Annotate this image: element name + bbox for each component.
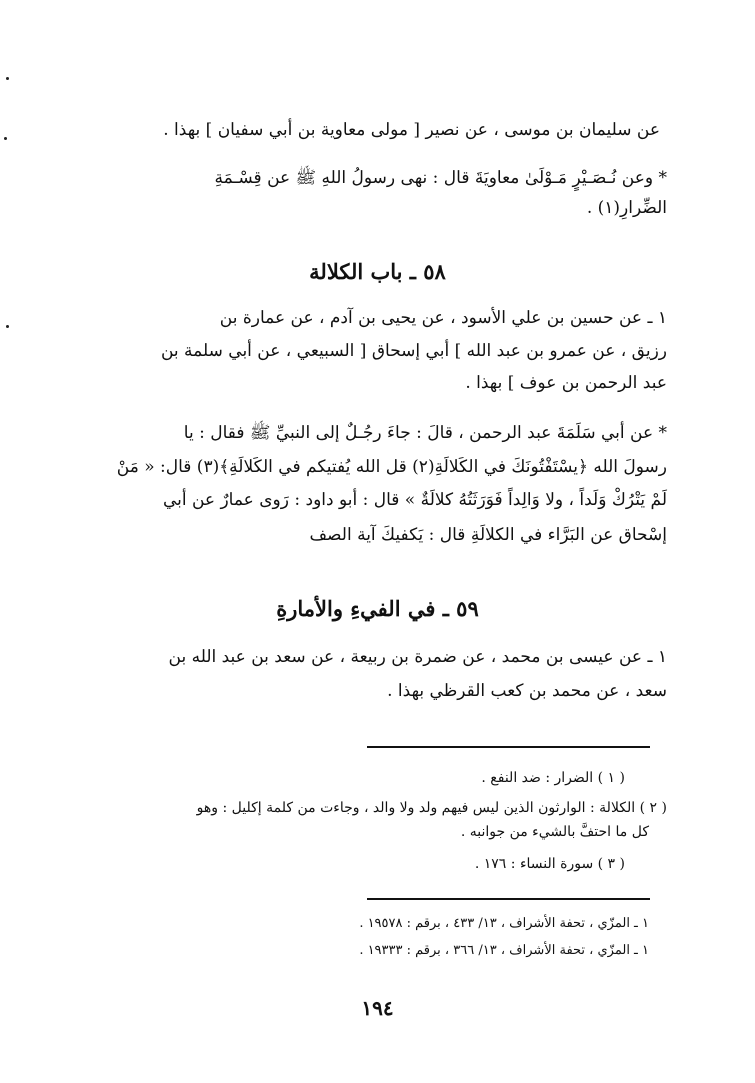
text-line: سعد ، عن محمد بن كعب القرظي بهذا . xyxy=(387,681,667,701)
text-line: الضِّرارِ(١) . xyxy=(586,198,667,218)
scan-speck xyxy=(4,137,7,140)
text-line: * وعن نُـصَـيْرٍ مَـوْلَىٰ معاويَةَ قال : نهى رسولُ اللهِ ﷺ عن قِسْـمَةِ xyxy=(214,168,667,188)
text-line: لَمْ يَتْرُكْ وَلَداً ، ولا وَالِداً فَوَرَثَتُهُ كلالَةٌ » قال : أبو داود : رَوى عمارٌ عن أبي xyxy=(162,490,667,510)
footnote: ( ٣ ) سورة النساء : ١٧٦ . xyxy=(474,856,625,872)
section-heading: ٥٨ ـ باب الكلالة xyxy=(309,259,446,284)
text-line: إسْحاق عن البَرَّاء في الكلالَةِ قال : يَكفيكَ آية الصف xyxy=(309,525,667,545)
page-number: ١٩٤ xyxy=(361,996,394,1020)
text-line: ١ ـ عن حسين بن علي الأسود ، عن يحيى بن آدم ، عن عمارة بن xyxy=(219,308,667,328)
section-heading: ٥٩ ـ في الفيءِ والأمارةِ xyxy=(276,596,479,621)
reference-line: ١ ـ المزّي ، تحفة الأشراف ، ١٣/ ٤٣٣ ، برقم : ١٩٥٧٨ . xyxy=(359,916,649,931)
reference-line: ١ ـ المزّي ، تحفة الأشراف ، ١٣/ ٣٦٦ ، برقم : ١٩٣٣٣ . xyxy=(359,943,649,958)
text-line: عبد الرحمن بن عوف ] بهذا . xyxy=(465,373,667,393)
footnote: كل ما احتفَّ بالشيء من جوانبه . xyxy=(460,824,649,840)
scan-speck xyxy=(6,325,9,328)
footnote-divider xyxy=(367,746,650,748)
text-line: رسولَ الله ﴿يسْتَفْتُونَكَ في الكَلالَةِ(٢) قل الله يُفتيكم في الكَلالَةِ﴾(٣) قال: « مَنْ xyxy=(116,457,667,477)
text-line: * عن أبي سَلَمَةَ عبد الرحمن ، قالَ : جاءَ رجُـلٌ إلى النبيِّ ﷺ فقال : يا xyxy=(183,423,667,443)
footnote: ( ٢ ) الكلالة : الوارثون الذين ليس فيهم ولد ولا والد ، وجاءت من كلمة إكليل : وهو xyxy=(196,800,667,816)
text-line: ١ ـ عن عيسى بن محمد ، عن ضمرة بن ربيعة ، عن سعد بن عبد الله بن xyxy=(168,647,667,667)
reference-divider xyxy=(367,898,650,900)
footnote: ( ١ ) الضرار : ضد النفع . xyxy=(481,770,625,786)
text-line: رزيق ، عن عمرو بن عبد الله ] أبي إسحاق [ السبيعي ، عن أبي سلمة بن xyxy=(160,341,667,361)
scan-speck xyxy=(6,77,9,80)
text-line: عن سليمان بن موسى ، عن نصير [ مولى معاوية بن أبي سفيان ] بهذا . xyxy=(163,120,660,140)
